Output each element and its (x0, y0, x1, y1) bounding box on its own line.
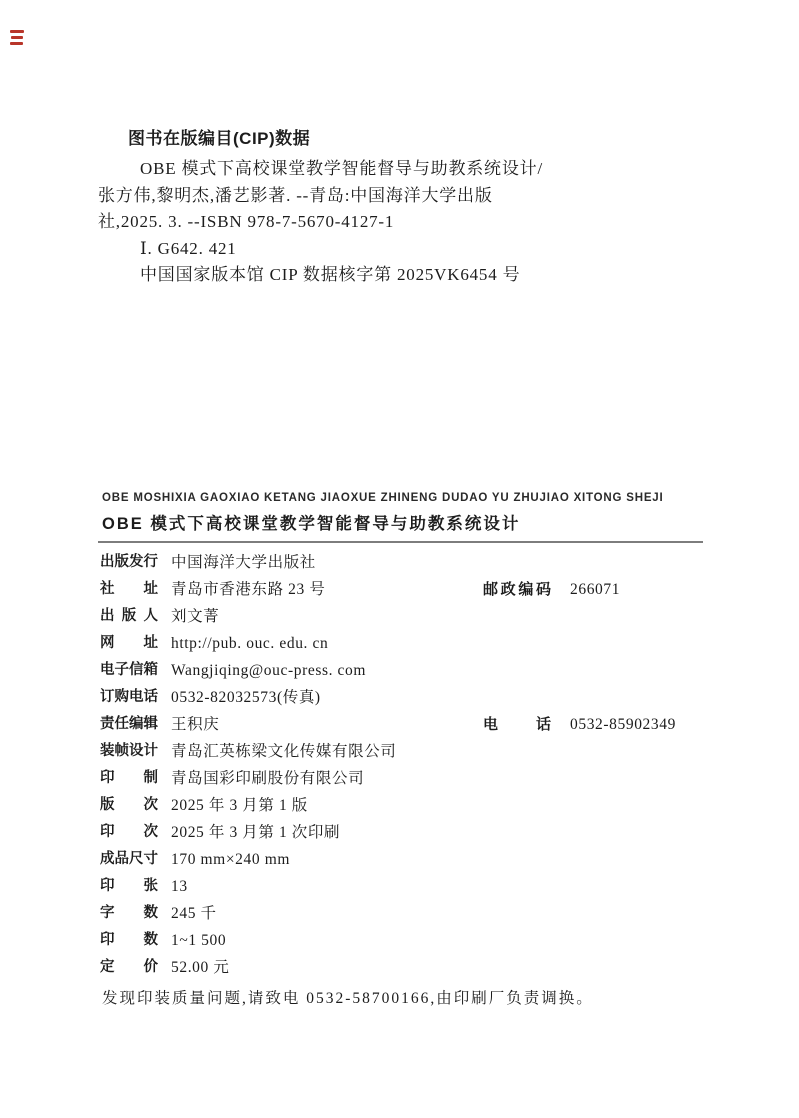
cip-lines (98, 156, 598, 289)
colophon-label-right: 电话 (483, 716, 551, 733)
colophon-value: 王积庆 (171, 716, 220, 733)
colophon-label-right: 邮政编码 (483, 581, 551, 598)
colophon-row (100, 846, 760, 873)
colophon-value: 52.00 元 (171, 959, 230, 976)
colophon-value: 中国海洋大学出版社 (171, 554, 316, 571)
colophon-row (100, 819, 760, 846)
cip-line: 中国国家版本馆 CIP 数据核字第 2025VK6454 号 (140, 265, 521, 284)
red-stroke (11, 36, 23, 39)
colophon-label: 责任编辑 (100, 716, 158, 732)
title-divider (98, 541, 703, 543)
colophon-row (100, 576, 760, 603)
colophon-row (100, 711, 760, 738)
title-block (102, 492, 742, 534)
book-title: OBE 模式下高校课堂教学智能督导与助教系统设计 (102, 515, 521, 533)
colophon-label: 版次 (100, 797, 158, 813)
colophon-value: http://pub. ouc. edu. cn (171, 635, 329, 652)
cip-block (98, 124, 598, 289)
colophon-value: 2025 年 3 月第 1 次印刷 (171, 824, 341, 841)
red-stroke (10, 42, 23, 45)
colophon-row (100, 630, 760, 657)
colophon-value-right: 0532-85902349 (570, 716, 676, 733)
colophon-value: 1~1 500 (171, 932, 227, 949)
colophon-value-right: 266071 (570, 581, 621, 598)
colophon-label: 印数 (100, 932, 158, 948)
cip-line: 张方伟,黎明杰,潘艺影著. --青岛:中国海洋大学出版 (98, 185, 493, 205)
red-stroke (10, 30, 24, 33)
cip-line: 社,2025. 3. --ISBN 978-7-5670-4127-1 (98, 212, 395, 231)
colophon-row (100, 900, 760, 927)
colophon-label: 出版发行 (100, 554, 158, 570)
cip-line: OBE 模式下高校课堂教学智能督导与助教系统设计/ (140, 159, 543, 178)
colophon-label: 印张 (100, 878, 158, 894)
colophon-label: 字数 (100, 905, 158, 921)
colophon-value: 170 mm×240 mm (171, 851, 291, 868)
colophon-value: 刘文菁 (171, 608, 220, 625)
colophon-label: 网址 (100, 635, 158, 651)
colophon-row (100, 765, 760, 792)
colophon-row (100, 549, 760, 576)
cip-heading: 图书在版编目(CIP)数据 (128, 129, 311, 148)
red-scribble-mark (10, 30, 25, 48)
colophon-value: 245 千 (171, 905, 217, 922)
colophon-value: Wangjiqing@ouc-press. com (171, 662, 367, 679)
colophon-value: 0532-82032573(传真) (171, 689, 321, 706)
colophon-row (100, 792, 760, 819)
colophon-value: 青岛汇英栋梁文化传媒有限公司 (171, 743, 397, 760)
colophon-row (100, 684, 760, 711)
colophon-label: 成品尺寸 (100, 851, 158, 867)
colophon-label: 出版人 (100, 608, 158, 624)
colophon-row (100, 927, 760, 954)
colophon-table (100, 549, 760, 981)
colophon-value: 青岛市香港东路 23 号 (171, 581, 326, 598)
colophon-label: 社址 (100, 581, 158, 597)
colophon-label: 订购电话 (100, 689, 158, 705)
colophon-row (100, 873, 760, 900)
colophon-value: 2025 年 3 月第 1 版 (171, 797, 308, 814)
romanized-title: OBE MOSHIXIA GAOXIAO KETANG JIAOXUE ZHINENG DUDAO YU ZHUJIAO XITONG SHEJI (102, 492, 664, 504)
colophon-row (100, 657, 760, 684)
colophon-label: 装帧设计 (100, 743, 158, 759)
colophon-row (100, 954, 760, 981)
colophon-value: 青岛国彩印刷股份有限公司 (171, 770, 365, 787)
colophon-label: 定价 (100, 959, 158, 975)
print-quality-note: 发现印装质量问题,请致电 0532-58700166,由印刷厂负责调换。 (102, 990, 594, 1007)
colophon-label: 电子信箱 (100, 662, 158, 678)
colophon-row (100, 738, 760, 765)
colophon-label: 印次 (100, 824, 158, 840)
colophon-label: 印制 (100, 770, 158, 786)
colophon-row (100, 603, 760, 630)
colophon-value: 13 (171, 878, 188, 895)
cip-line: Ⅰ. G642. 421 (140, 238, 237, 258)
